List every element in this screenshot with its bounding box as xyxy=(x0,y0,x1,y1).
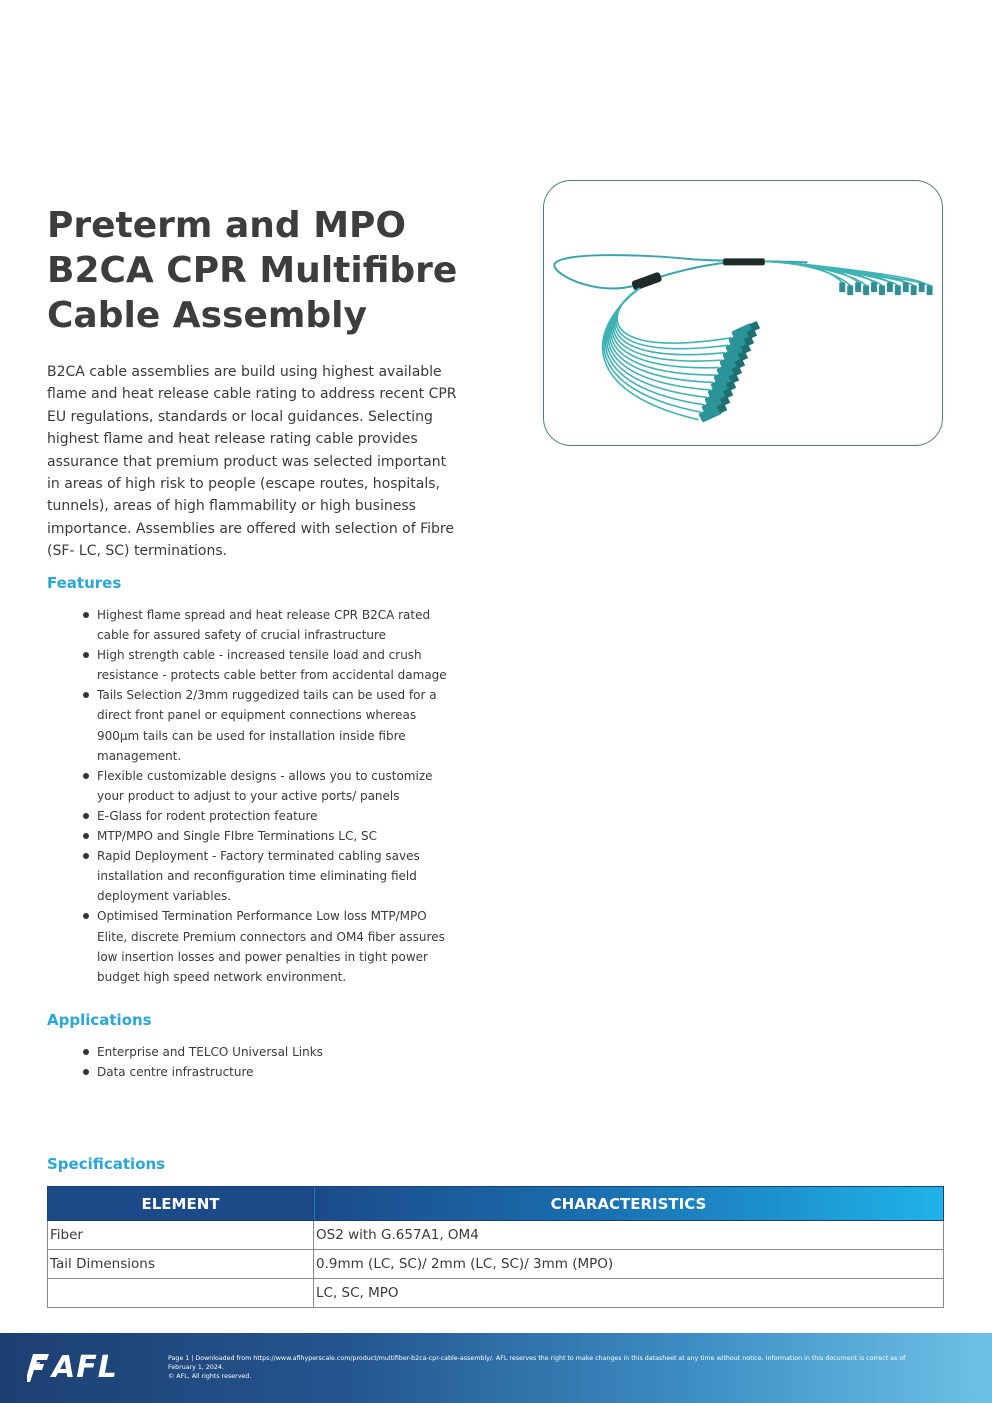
product-image xyxy=(543,180,943,446)
legal-line-3: © AFL, All rights reserved. xyxy=(168,1373,252,1380)
lc-connector xyxy=(895,285,901,295)
intro-paragraph: B2CA cable assemblies are build using highest available flame and heat release cable rating to address recent CPR EU regulations, standards or local guidances. Selecting highest flame and heat release rating cable provides assurance that premium product was selected important in areas of high risk to people (escape routes, hospitals, tunnels), areas of high flammability or high business importance. Assemblies are offered with selection of Fibre (SF- LC, SC) terminations. xyxy=(47,364,457,560)
cell-element: Tail Dimensions xyxy=(48,1250,314,1279)
table-header-row xyxy=(48,1187,944,1221)
cell-characteristics: OS2 with G.657A1, OM4 xyxy=(314,1221,944,1250)
footer-legal-text xyxy=(168,1354,968,1381)
applications-item: Data centre infrastructure xyxy=(97,1062,457,1082)
features-item: E-Glass for rodent protection feature xyxy=(97,806,457,826)
afl-logo-mark-icon xyxy=(27,1352,49,1382)
lc-connector xyxy=(855,282,861,292)
afl-logo xyxy=(27,1349,118,1385)
lc-connector xyxy=(919,282,925,292)
title-line-1: Preterm and MPO xyxy=(47,205,407,246)
lc-connector xyxy=(863,285,869,295)
cell-characteristics: LC, SC, MPO xyxy=(314,1279,944,1308)
lc-connector xyxy=(927,285,933,295)
lc-connector xyxy=(871,282,877,292)
cell-characteristics: 0.9mm (LC, SC)/ 2mm (LC, SC)/ 3mm (MPO) xyxy=(314,1250,944,1279)
lc-connector xyxy=(879,285,885,295)
features-item: Rapid Deployment - Factory terminated cabling saves installation and reconfiguration time eliminating field deployment variables. xyxy=(97,846,457,906)
legal-line-2: February 1, 2024. xyxy=(168,1364,224,1371)
cable-assembly-illustration xyxy=(544,181,942,445)
features-item: Flexible customizable designs - allows you to customize your product to adjust to your active ports/ panels xyxy=(97,766,457,806)
afl-logo-text: AFL xyxy=(52,1349,118,1385)
page-title xyxy=(47,203,507,338)
lc-connector xyxy=(887,282,893,292)
cell-element xyxy=(48,1279,314,1308)
column-header-characteristics: CHARACTERISTICS xyxy=(314,1187,944,1221)
applications-item: Enterprise and TELCO Universal Links xyxy=(97,1042,457,1062)
features-heading: Features xyxy=(47,574,122,592)
features-list xyxy=(97,605,457,987)
features-item: High strength cable - increased tensile load and crush resistance - protects cable better from accidental damage xyxy=(97,645,457,685)
lc-connector xyxy=(847,285,853,295)
features-item: Highest flame spread and heat release CPR B2CA rated cable for assured safety of crucial infrastructure xyxy=(97,605,457,645)
applications-heading: Applications xyxy=(47,1011,152,1029)
table-row xyxy=(48,1221,944,1250)
applications-list xyxy=(97,1042,457,1082)
title-line-2: B2CA CPR Multifibre xyxy=(47,250,458,291)
lc-connector xyxy=(839,282,845,292)
table-row xyxy=(48,1250,944,1279)
features-item: Optimised Termination Performance Low loss MTP/MPO Elite, discrete Premium connectors and OM4 fiber assures low insertion losses and power penalties in tight power budget high speed network environment. xyxy=(97,906,457,986)
lc-connector xyxy=(903,282,909,292)
lc-connector xyxy=(911,285,917,295)
features-item: Tails Selection 2/3mm ruggedized tails can be used for a direct front panel or equipment connections whereas 900µm tails can be used for installation inside fibre management. xyxy=(97,685,457,765)
specifications-table xyxy=(47,1186,944,1308)
specifications-heading: Specifications xyxy=(47,1155,166,1173)
table-row xyxy=(48,1279,944,1308)
title-line-3: Cable Assembly xyxy=(47,295,367,336)
cell-element: Fiber xyxy=(48,1221,314,1250)
features-item: MTP/MPO and Single FIbre Terminations LC, SC xyxy=(97,826,457,846)
fan-out-body xyxy=(723,258,765,265)
legal-line-1: Page 1 | Downloaded from https://www.aflhyperscale.com/product/multifiber-b2ca-cpr-cable-assembly/. AFL reserves the right to make changes in this datasheet at any time without notice. Information in this document is correct as of xyxy=(168,1355,906,1362)
column-header-element: ELEMENT xyxy=(48,1187,314,1221)
breakout-boot xyxy=(631,271,662,291)
footer-bar xyxy=(0,1333,992,1403)
